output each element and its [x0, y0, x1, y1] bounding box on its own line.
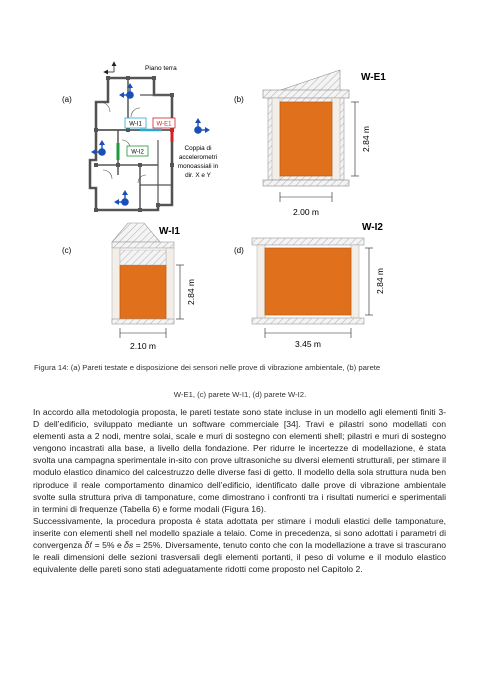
- panel-b-title: W-E1: [361, 72, 386, 83]
- width-dimension: 2.00 m: [293, 207, 319, 217]
- north-arrow-icon: [104, 62, 114, 72]
- wall-w-e1: [280, 102, 332, 176]
- svg-text:accelerometri: accelerometri: [178, 154, 218, 161]
- delta-f: 𝛿𝑓 = 5%: [84, 540, 115, 551]
- label-w-i2: [127, 146, 148, 156]
- width-dimension: 2.10 m: [130, 341, 156, 351]
- legend-text: [178, 145, 219, 179]
- sensor-icon: [114, 190, 129, 206]
- panel-a: [62, 62, 219, 212]
- wall-w-i2: [265, 248, 351, 315]
- gable: [112, 223, 160, 242]
- width-dimension: 3.45 m: [295, 339, 321, 349]
- panel-b-label: (b): [234, 95, 244, 104]
- svg-text:Coppia di: Coppia di: [184, 145, 212, 152]
- sensor-icon: [119, 83, 134, 99]
- panel-c-title: W-I1: [159, 226, 180, 237]
- delta-s: 𝛿𝑠 = 25%: [124, 540, 161, 551]
- sensor-icon: [91, 140, 106, 156]
- panel-c: [62, 223, 196, 351]
- svg-text:W-I1: W-I1: [129, 121, 142, 128]
- body-text: [33, 406, 446, 575]
- svg-text:monoassiali in: monoassiali in: [177, 163, 219, 170]
- paragraph-2: Successivamente, la procedura proposta è stata adottata per stimare i moduli elastici delle tamponature, inserite con elementi shell nel modello spaziale a telaio. Come in precedenza, si sono adottati i parametri di convergenza 𝛿𝑓 = 5% e 𝛿𝑠 = 25%. Diversamente, tenuto conto che con la modellazione a trave si trascurano le reali dimensioni delle sezioni trasversali degli elementi portanti, il peso di volume e il modulo elastico equivalente delle pareti sono stati adeguatamente ridotti come proposto nel Capitolo 2.: [33, 515, 447, 575]
- floor-label: Piano terra: [145, 65, 177, 72]
- svg-text:W-I2: W-I2: [131, 149, 144, 156]
- legend-sensor-icon: [194, 118, 210, 134]
- panel-d: [234, 222, 385, 349]
- height-dimension: 2.84 m: [361, 126, 371, 152]
- wall-w-i1: [120, 265, 166, 319]
- panel-d-label: (d): [234, 246, 244, 255]
- panel-c-label: (c): [62, 246, 72, 255]
- panel-d-title: W-I2: [362, 222, 383, 233]
- label-w-i1: [125, 118, 146, 128]
- svg-text:dir. X e Y: dir. X e Y: [185, 172, 211, 179]
- paragraph-1: In accordo alla metodologia proposta, le pareti testate sono state incluse in un modello agli elementi finiti 3-D dell’edificio, sviluppato mediante un software commerciale [34]. Travi e pilastri sono modellati con elementi asta a 2 nodi, mentre solai, scale e muri di sostegno con elementi shell; pilastri e muri di sostegno vengono incastrati alla base, a livello della fondazione. Per ridurre le incertezze di modellazione, è stata svolta una campagna sperimentale in-sito con prove ultrasoniche su diversi elementi strutturali, per stimare il modulo elastico dinamico del calcestruzzo delle diverse fasi di getto. Il modello della sola struttura nuda ben riproduce il reale comportamento dinamico dell’edificio, identificato dalle prove di vibrazione ambientale svolte sulla struttura priva di tamponature, come dimostrano i confronti tra i risultati numerici e sperimentali in termini di frequenze (Tabella 6) e forme modali (Figura 16).: [33, 407, 446, 514]
- frame: [252, 238, 364, 245]
- figure-caption-line2: W-E1, (c) parete W-I1, (d) parete W-I2.: [173, 390, 307, 399]
- label-w-e1: [153, 118, 175, 128]
- figure-caption-line1: Figura 14: (a) Pareti testate e disposizione dei sensori nelle prove di vibrazione ambientale, (b) parete: [34, 363, 381, 372]
- panel-a-label: (a): [62, 95, 72, 104]
- svg-text:W-E1: W-E1: [156, 121, 172, 128]
- height-dimension: 2.84 m: [375, 268, 385, 294]
- height-dimension: 2.84 m: [186, 279, 196, 305]
- panel-b: [234, 70, 386, 217]
